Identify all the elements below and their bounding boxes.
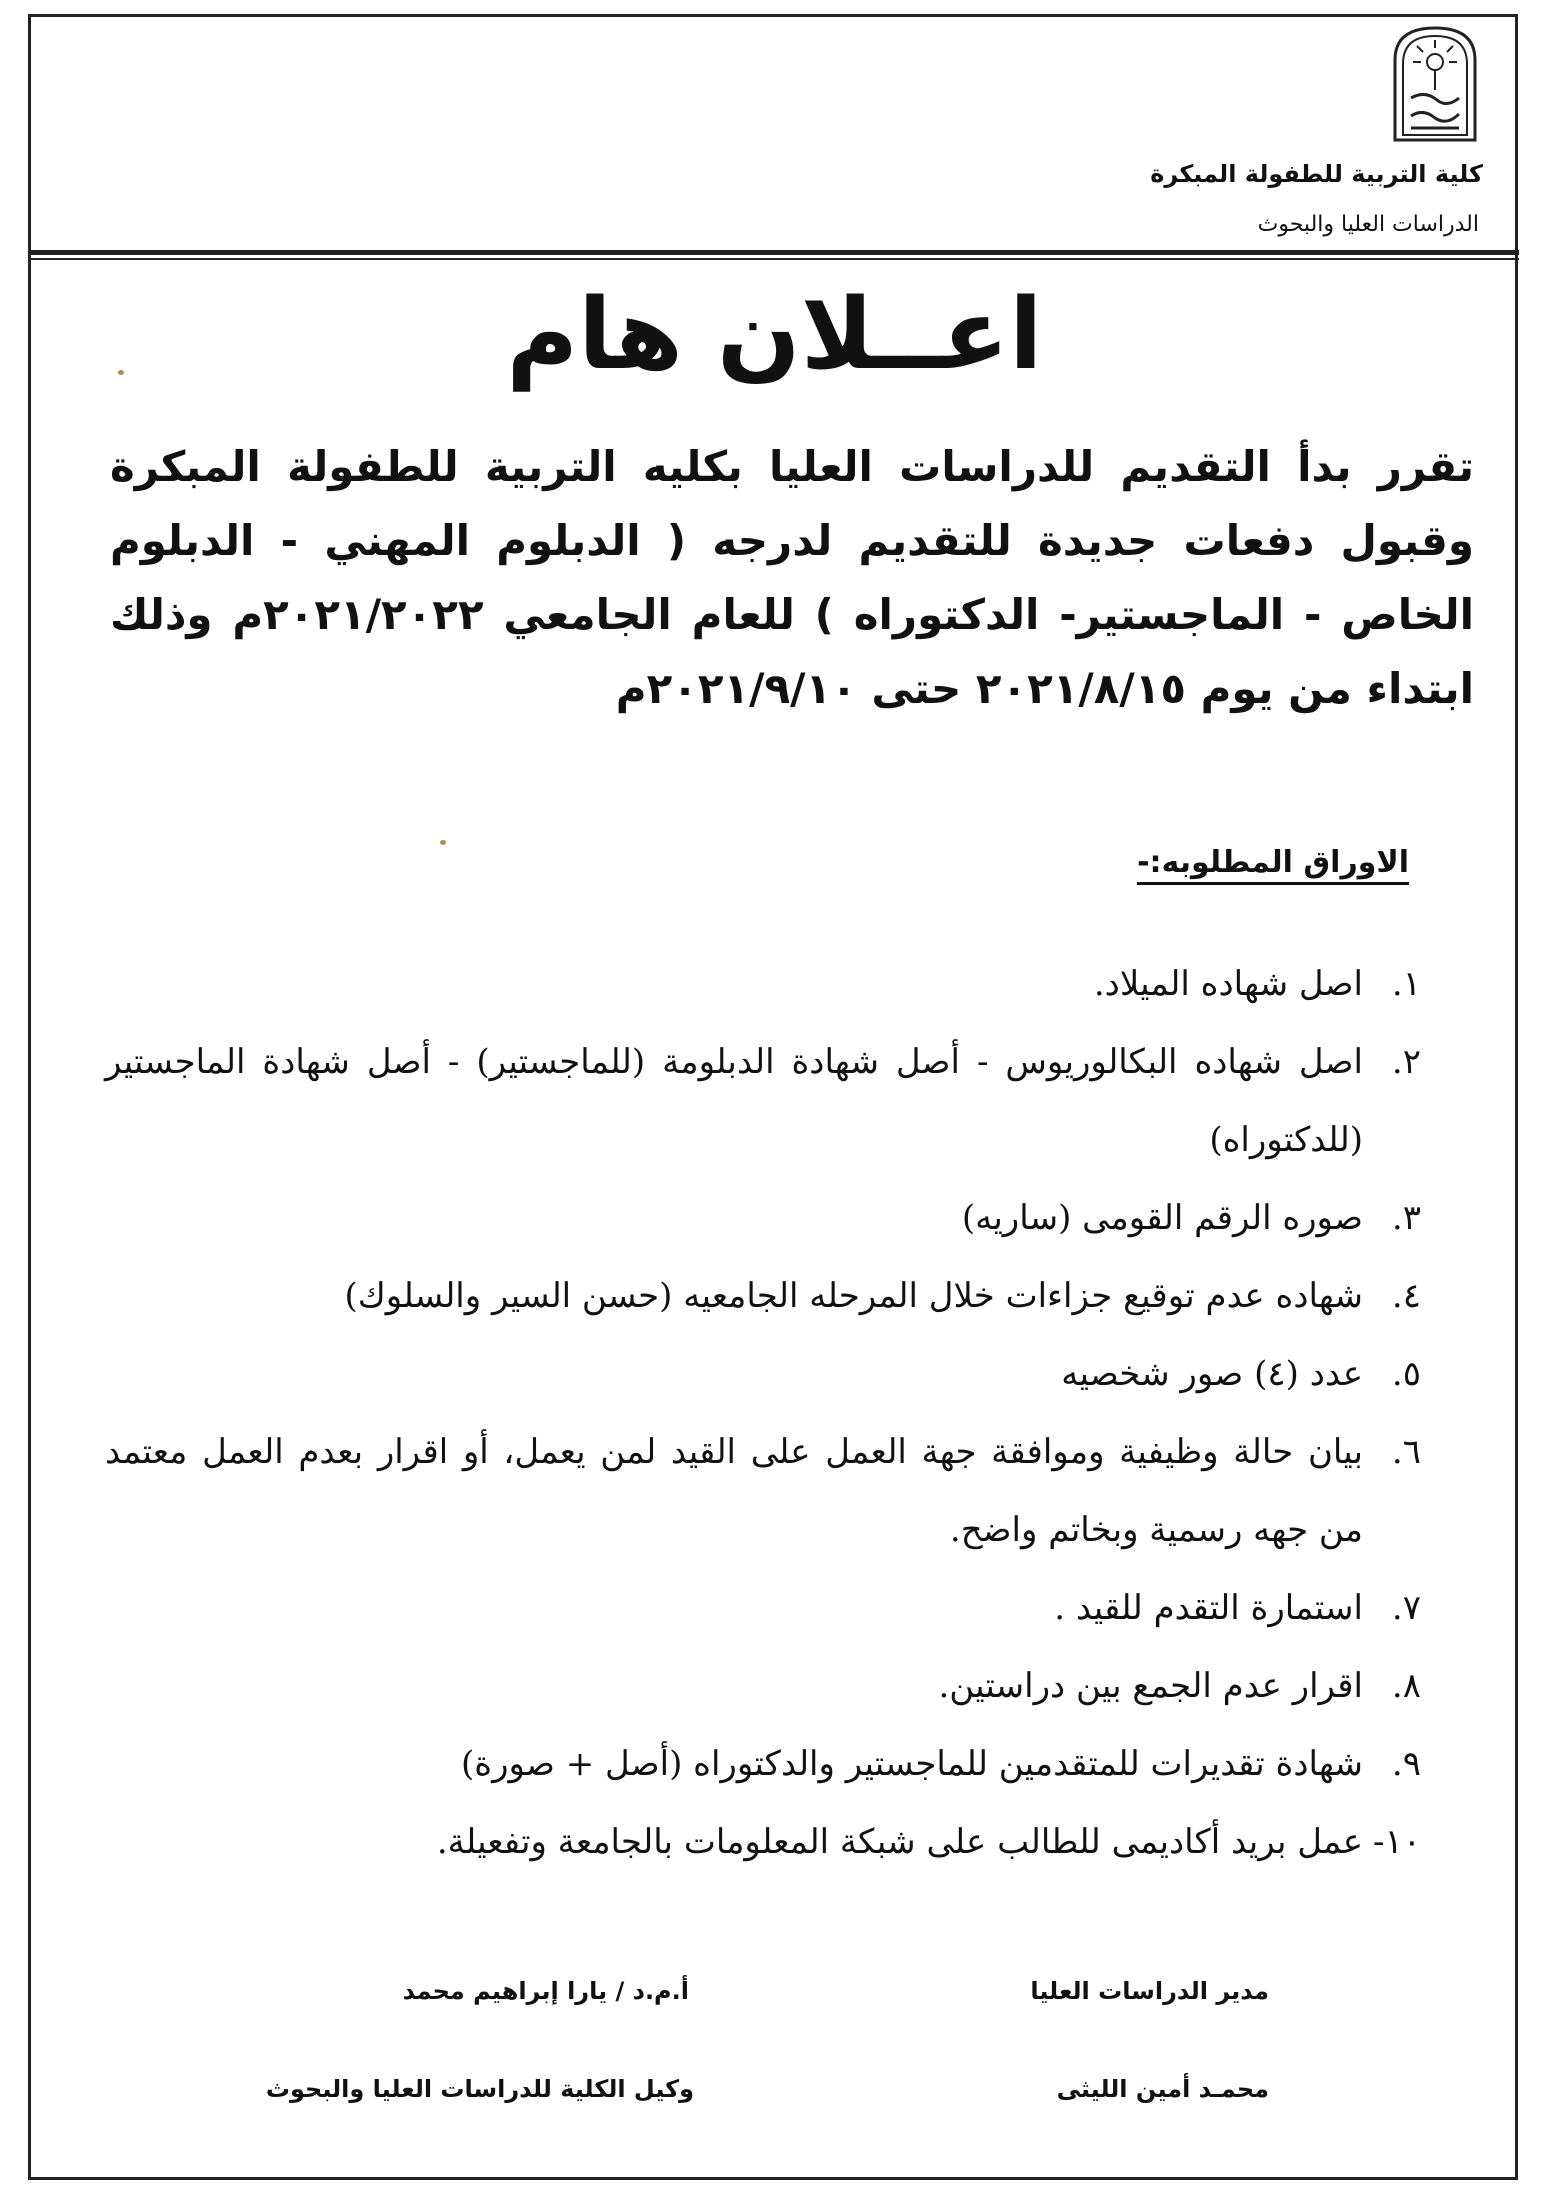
item-text: عدد (٤) صور شخصيه <box>1061 1354 1363 1394</box>
item-number: ٢. <box>1391 1042 1421 1082</box>
item-text: صوره الرقم القومى (ساريه) <box>961 1198 1363 1238</box>
signature-name-vice-dean: أ.م.د / يارا إبراهيم محمد <box>402 1977 689 2005</box>
item-text: استمارة التقدم للقيد . <box>1054 1588 1363 1628</box>
item-number: ٦. <box>1391 1432 1421 1472</box>
item-text: اصل شهاده الميلاد. <box>1093 964 1363 1004</box>
item-text: عمل بريد أكاديمى للطالب على شبكة المعلومات بالجامعة وتفعيلة. <box>436 1822 1363 1862</box>
list-item <box>105 1023 1421 1179</box>
list-item <box>105 1179 1421 1257</box>
item-number: ٤. <box>1391 1276 1421 1316</box>
signature-title-director: مدير الدراسات العليا <box>1030 1977 1269 2005</box>
required-documents-list <box>105 945 1421 1881</box>
item-number: ١٠- <box>1372 1822 1421 1862</box>
item-number: ٧. <box>1391 1588 1421 1628</box>
signature-name-director: محمـد أمين الليثى <box>1056 2075 1269 2103</box>
item-text: شهاده عدم توقيع جزاءات خلال المرحله الجامعيه (حسن السير والسلوك) <box>344 1276 1363 1316</box>
item-text: شهادة تقديرات للمتقدمين للماجستير والدكتوراه (أصل + صورة) <box>460 1744 1363 1784</box>
list-item <box>105 1257 1421 1335</box>
item-number: ١. <box>1391 964 1421 1004</box>
announcement-title: اعــلان هام <box>506 278 1043 392</box>
item-text: بيان حالة وظيفية وموافقة جهة العمل على القيد لمن يعمل، أو اقرار بعدم العمل معتمد من جهه رسمية وبخاتم واضح. <box>105 1432 1363 1550</box>
faculty-name: كلية التربية للطفولة المبكرة <box>1150 160 1483 188</box>
item-number: ٥. <box>1391 1354 1421 1394</box>
university-logo <box>1385 20 1485 145</box>
item-number: ٣. <box>1391 1198 1421 1238</box>
scan-speck <box>440 840 446 845</box>
department-name: الدراسات العليا والبحوث <box>1257 212 1479 237</box>
item-text: اصل شهاده البكالوريوس - أصل شهادة الدبلومة (للماجستير) - أصل شهادة الماجستير (للدكتوراه) <box>105 1042 1363 1160</box>
list-item <box>105 945 1421 1023</box>
item-text: اقرار عدم الجمع بين دراستين. <box>938 1666 1363 1706</box>
list-item <box>105 1725 1421 1803</box>
signature-title-vice-dean: وكيل الكلية للدراسات العليا والبحوث <box>265 2075 694 2103</box>
item-number: ٨. <box>1391 1666 1421 1706</box>
list-item <box>105 1413 1421 1569</box>
list-item <box>105 1335 1421 1413</box>
announcement-body: تقرر بدأ التقديم للدراسات العليا بكليه التربية للطفولة المبكرة وقبول دفعات جديدة للتقديم لدرجه ( الدبلوم المهني - الدبلوم الخاص - الماجستير- الدكتوراه ) للعام الجامعي ٢٠٢١/٢٠٢٢م وذلك ابتداء من يوم ٢٠٢١/٨/١٥ حتى ٢٠٢١/٩/١٠م <box>110 442 1474 713</box>
list-item <box>105 1569 1421 1647</box>
header-divider-thin <box>30 258 1519 260</box>
list-item <box>105 1803 1421 1881</box>
header-divider <box>30 250 1519 255</box>
list-item <box>105 1647 1421 1725</box>
required-documents-heading: الاوراق المطلوبه:- <box>1137 845 1409 880</box>
item-number: ٩. <box>1391 1744 1421 1784</box>
scan-speck <box>118 370 124 375</box>
